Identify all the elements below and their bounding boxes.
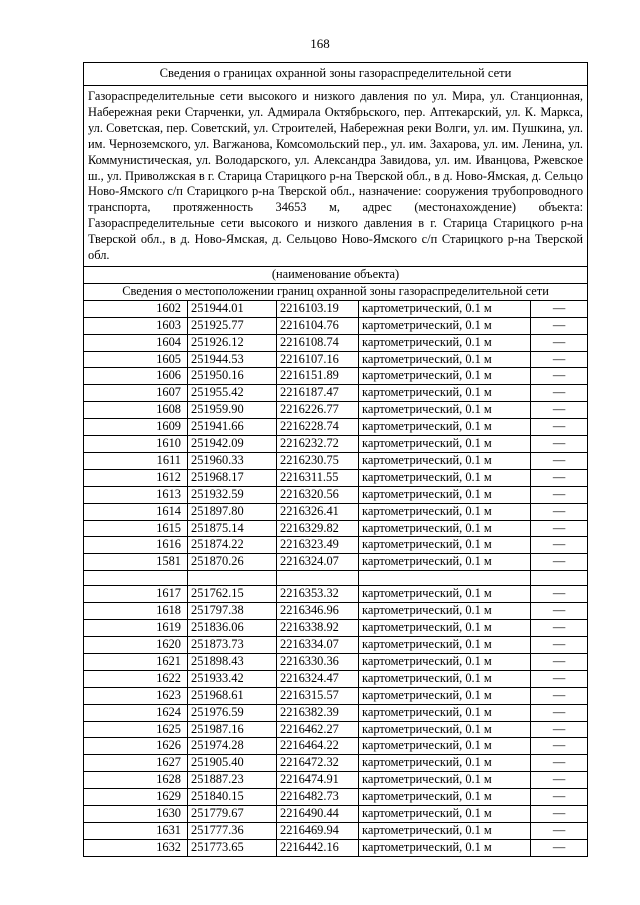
x-coordinate-cell: 251873.73 [188, 637, 277, 654]
table-row [84, 822, 588, 839]
point-number-cell: 1611 [84, 452, 188, 469]
extra-cell: — [531, 755, 588, 772]
table-row [84, 839, 588, 856]
table-row [84, 368, 588, 385]
method-cell: картометрический, 0.1 м [359, 620, 531, 637]
y-coordinate-cell: 2216187.47 [277, 385, 359, 402]
y-coordinate-cell: 2216474.91 [277, 772, 359, 789]
method-cell: картометрический, 0.1 м [359, 653, 531, 670]
y-coordinate-cell: 2216320.56 [277, 486, 359, 503]
method-cell: картометрический, 0.1 м [359, 520, 531, 537]
extra-cell: — [531, 603, 588, 620]
extra-cell: — [531, 520, 588, 537]
point-number-cell: 1619 [84, 620, 188, 637]
extra-cell: — [531, 385, 588, 402]
method-cell: картометрический, 0.1 м [359, 368, 531, 385]
y-coordinate-cell: 2216232.72 [277, 436, 359, 453]
x-coordinate-cell: 251897.80 [188, 503, 277, 520]
y-coordinate-cell: 2216324.47 [277, 670, 359, 687]
extra-cell: — [531, 620, 588, 637]
method-cell: картометрический, 0.1 м [359, 772, 531, 789]
y-coordinate-cell: 2216482.73 [277, 789, 359, 806]
table-row [84, 687, 588, 704]
point-number-cell: 1608 [84, 402, 188, 419]
y-coordinate-cell: 2216353.32 [277, 586, 359, 603]
x-coordinate-cell: 251955.42 [188, 385, 277, 402]
point-number-cell: 1624 [84, 704, 188, 721]
y-coordinate-cell: 2216323.49 [277, 537, 359, 554]
x-coordinate-cell: 251959.90 [188, 402, 277, 419]
point-number-cell: 1603 [84, 317, 188, 334]
x-coordinate-cell: 251941.66 [188, 419, 277, 436]
method-cell: картометрический, 0.1 м [359, 300, 531, 317]
table-row [84, 520, 588, 537]
x-coordinate-cell: 251933.42 [188, 670, 277, 687]
table-row [84, 586, 588, 603]
point-number-cell: 1625 [84, 721, 188, 738]
table-row [84, 721, 588, 738]
y-coordinate-cell: 2216104.76 [277, 317, 359, 334]
x-coordinate-cell: 251932.59 [188, 486, 277, 503]
table-row [84, 670, 588, 687]
method-cell: картометрический, 0.1 м [359, 789, 531, 806]
y-coordinate-cell: 2216469.94 [277, 822, 359, 839]
table-row [84, 402, 588, 419]
table-row [84, 486, 588, 503]
extra-cell: — [531, 721, 588, 738]
x-coordinate-cell: 251960.33 [188, 452, 277, 469]
table-row [84, 351, 588, 368]
y-coordinate-cell: 2216382.39 [277, 704, 359, 721]
table-row [84, 317, 588, 334]
method-cell: картометрический, 0.1 м [359, 503, 531, 520]
method-cell: картометрический, 0.1 м [359, 637, 531, 654]
method-cell: картометрический, 0.1 м [359, 385, 531, 402]
empty-cell [359, 571, 531, 586]
method-cell: картометрический, 0.1 м [359, 469, 531, 486]
y-coordinate-cell: 2216334.07 [277, 637, 359, 654]
table-row [84, 637, 588, 654]
empty-cell [531, 571, 588, 586]
point-number-cell: 1615 [84, 520, 188, 537]
table-row [84, 704, 588, 721]
table-row [84, 806, 588, 823]
table-row [84, 554, 588, 571]
extra-cell: — [531, 537, 588, 554]
table-row [84, 503, 588, 520]
point-number-cell: 1621 [84, 653, 188, 670]
table-row [84, 385, 588, 402]
x-coordinate-cell: 251773.65 [188, 839, 277, 856]
point-number-cell: 1627 [84, 755, 188, 772]
extra-cell: — [531, 789, 588, 806]
extra-cell: — [531, 300, 588, 317]
extra-cell: — [531, 402, 588, 419]
x-coordinate-cell: 251942.09 [188, 436, 277, 453]
method-cell: картометрический, 0.1 м [359, 586, 531, 603]
extra-cell: — [531, 317, 588, 334]
point-number-cell: 1623 [84, 687, 188, 704]
method-cell: картометрический, 0.1 м [359, 402, 531, 419]
y-coordinate-cell: 2216103.19 [277, 300, 359, 317]
x-coordinate-cell: 251887.23 [188, 772, 277, 789]
point-number-cell: 1622 [84, 670, 188, 687]
extra-cell: — [531, 822, 588, 839]
table-row [84, 772, 588, 789]
point-number-cell: 1626 [84, 738, 188, 755]
table-row [84, 436, 588, 453]
y-coordinate-cell: 2216315.57 [277, 687, 359, 704]
extra-cell: — [531, 486, 588, 503]
table-row [84, 620, 588, 637]
y-coordinate-cell: 2216226.77 [277, 402, 359, 419]
x-coordinate-cell: 251797.38 [188, 603, 277, 620]
object-description: Газораспределительные сети высокого и низкого давления по ул. Мира, ул. Станционная, Набережная реки Старченки, ул. Адмирала Октябрьского, пер. Аптекарский, ул. К. Маркса, ул. Советская, пер. Советский, ул. Строителей, Набережная реки Волги, ул. им. Пушкина, ул. им. Черноземского, ул. Вагжанова, Комсомольский пер., ул. им. Захарова, ул. им. Ленина, ул. Коммунистическая, ул. Володарского, ул. Александра Завидова, ул. им. Иванцова, Ржевское ш., ул. Приволжская в г. Старица Старицкого р-на Тверской обл., в д. Ново-Ямская, д. Сельцо Ново-Ямского с/п Старицкого р-на Тверской обл., назначение: сооружения трубопроводного транспорта, протяженность 34653 м, адрес (местонахождение) объекта: Газораспределительные сети высокого и низкого давления в г. Старица Старицкого р-на Тверской обл., в д. Ново-Ямская, д. Сельцово Ново-Ямского с/п Старицкого р-на Тверской обл. [84, 86, 588, 267]
point-number-cell: 1631 [84, 822, 188, 839]
point-number-cell: 1581 [84, 554, 188, 571]
method-cell: картометрический, 0.1 м [359, 603, 531, 620]
location-title: Сведения о местоположении границ охранной зоны газораспределительной сети [84, 283, 588, 300]
point-number-cell: 1618 [84, 603, 188, 620]
method-cell: картометрический, 0.1 м [359, 317, 531, 334]
extra-cell: — [531, 469, 588, 486]
method-cell: картометрический, 0.1 м [359, 721, 531, 738]
method-cell: картометрический, 0.1 м [359, 704, 531, 721]
extra-cell: — [531, 351, 588, 368]
y-coordinate-cell: 2216464.22 [277, 738, 359, 755]
x-coordinate-cell: 251905.40 [188, 755, 277, 772]
table-row [84, 755, 588, 772]
extra-cell: — [531, 452, 588, 469]
separator-row [84, 571, 588, 586]
x-coordinate-cell: 251944.01 [188, 300, 277, 317]
x-coordinate-cell: 251987.16 [188, 721, 277, 738]
extra-cell: — [531, 738, 588, 755]
extra-cell: — [531, 839, 588, 856]
method-cell: картометрический, 0.1 м [359, 452, 531, 469]
point-number-cell: 1606 [84, 368, 188, 385]
table-row [84, 334, 588, 351]
x-coordinate-cell: 251870.26 [188, 554, 277, 571]
method-cell: картометрический, 0.1 м [359, 334, 531, 351]
extra-cell: — [531, 334, 588, 351]
x-coordinate-cell: 251968.61 [188, 687, 277, 704]
method-cell: картометрический, 0.1 м [359, 806, 531, 823]
empty-cell [84, 571, 188, 586]
y-coordinate-cell: 2216107.16 [277, 351, 359, 368]
point-number-cell: 1605 [84, 351, 188, 368]
page-number: 168 [310, 36, 330, 51]
y-coordinate-cell: 2216442.16 [277, 839, 359, 856]
point-number-cell: 1607 [84, 385, 188, 402]
point-number-cell: 1612 [84, 469, 188, 486]
point-number-cell: 1628 [84, 772, 188, 789]
point-number-cell: 1617 [84, 586, 188, 603]
point-number-cell: 1632 [84, 839, 188, 856]
y-coordinate-cell: 2216311.55 [277, 469, 359, 486]
extra-cell: — [531, 436, 588, 453]
x-coordinate-cell: 251976.59 [188, 704, 277, 721]
point-number-cell: 1610 [84, 436, 188, 453]
extra-cell: — [531, 503, 588, 520]
boundary-table [83, 62, 588, 857]
y-coordinate-cell: 2216151.89 [277, 368, 359, 385]
x-coordinate-cell: 251777.36 [188, 822, 277, 839]
table-row [84, 469, 588, 486]
extra-cell: — [531, 670, 588, 687]
table-row [84, 603, 588, 620]
method-cell: картометрический, 0.1 м [359, 755, 531, 772]
point-number-cell: 1620 [84, 637, 188, 654]
x-coordinate-cell: 251968.17 [188, 469, 277, 486]
extra-cell: — [531, 419, 588, 436]
y-coordinate-cell: 2216472.32 [277, 755, 359, 772]
extra-cell: — [531, 806, 588, 823]
method-cell: картометрический, 0.1 м [359, 738, 531, 755]
extra-cell: — [531, 368, 588, 385]
x-coordinate-cell: 251950.16 [188, 368, 277, 385]
extra-cell: — [531, 637, 588, 654]
method-cell: картометрический, 0.1 м [359, 839, 531, 856]
method-cell: картометрический, 0.1 м [359, 670, 531, 687]
empty-cell [277, 571, 359, 586]
table-row [84, 452, 588, 469]
empty-cell [188, 571, 277, 586]
x-coordinate-cell: 251974.28 [188, 738, 277, 755]
x-coordinate-cell: 251779.67 [188, 806, 277, 823]
extra-cell: — [531, 687, 588, 704]
y-coordinate-cell: 2216490.44 [277, 806, 359, 823]
y-coordinate-cell: 2216228.74 [277, 419, 359, 436]
y-coordinate-cell: 2216462.27 [277, 721, 359, 738]
extra-cell: — [531, 653, 588, 670]
x-coordinate-cell: 251926.12 [188, 334, 277, 351]
x-coordinate-cell: 251874.22 [188, 537, 277, 554]
method-cell: картометрический, 0.1 м [359, 537, 531, 554]
method-cell: картометрический, 0.1 м [359, 822, 531, 839]
y-coordinate-cell: 2216324.07 [277, 554, 359, 571]
x-coordinate-cell: 251944.53 [188, 351, 277, 368]
point-number-cell: 1602 [84, 300, 188, 317]
table-row [84, 419, 588, 436]
point-number-cell: 1630 [84, 806, 188, 823]
point-number-cell: 1609 [84, 419, 188, 436]
extra-cell: — [531, 554, 588, 571]
table-row [84, 653, 588, 670]
point-number-cell: 1614 [84, 503, 188, 520]
table-title: Сведения о границах охранной зоны газораспределительной сети [84, 63, 588, 86]
table-row [84, 537, 588, 554]
x-coordinate-cell: 251836.06 [188, 620, 277, 637]
x-coordinate-cell: 251925.77 [188, 317, 277, 334]
method-cell: картометрический, 0.1 м [359, 419, 531, 436]
x-coordinate-cell: 251840.15 [188, 789, 277, 806]
extra-cell: — [531, 704, 588, 721]
extra-cell: — [531, 586, 588, 603]
method-cell: картометрический, 0.1 м [359, 687, 531, 704]
y-coordinate-cell: 2216338.92 [277, 620, 359, 637]
point-number-cell: 1613 [84, 486, 188, 503]
y-coordinate-cell: 2216230.75 [277, 452, 359, 469]
x-coordinate-cell: 251762.15 [188, 586, 277, 603]
y-coordinate-cell: 2216346.96 [277, 603, 359, 620]
table-row [84, 300, 588, 317]
y-coordinate-cell: 2216108.74 [277, 334, 359, 351]
table-row [84, 789, 588, 806]
extra-cell: — [531, 772, 588, 789]
x-coordinate-cell: 251875.14 [188, 520, 277, 537]
table-row [84, 738, 588, 755]
method-cell: картометрический, 0.1 м [359, 486, 531, 503]
point-number-cell: 1629 [84, 789, 188, 806]
x-coordinate-cell: 251898.43 [188, 653, 277, 670]
point-number-cell: 1604 [84, 334, 188, 351]
method-cell: картометрический, 0.1 м [359, 554, 531, 571]
method-cell: картометрический, 0.1 м [359, 351, 531, 368]
object-caption: (наименование объекта) [84, 266, 588, 283]
y-coordinate-cell: 2216326.41 [277, 503, 359, 520]
point-number-cell: 1616 [84, 537, 188, 554]
y-coordinate-cell: 2216330.36 [277, 653, 359, 670]
y-coordinate-cell: 2216329.82 [277, 520, 359, 537]
method-cell: картометрический, 0.1 м [359, 436, 531, 453]
